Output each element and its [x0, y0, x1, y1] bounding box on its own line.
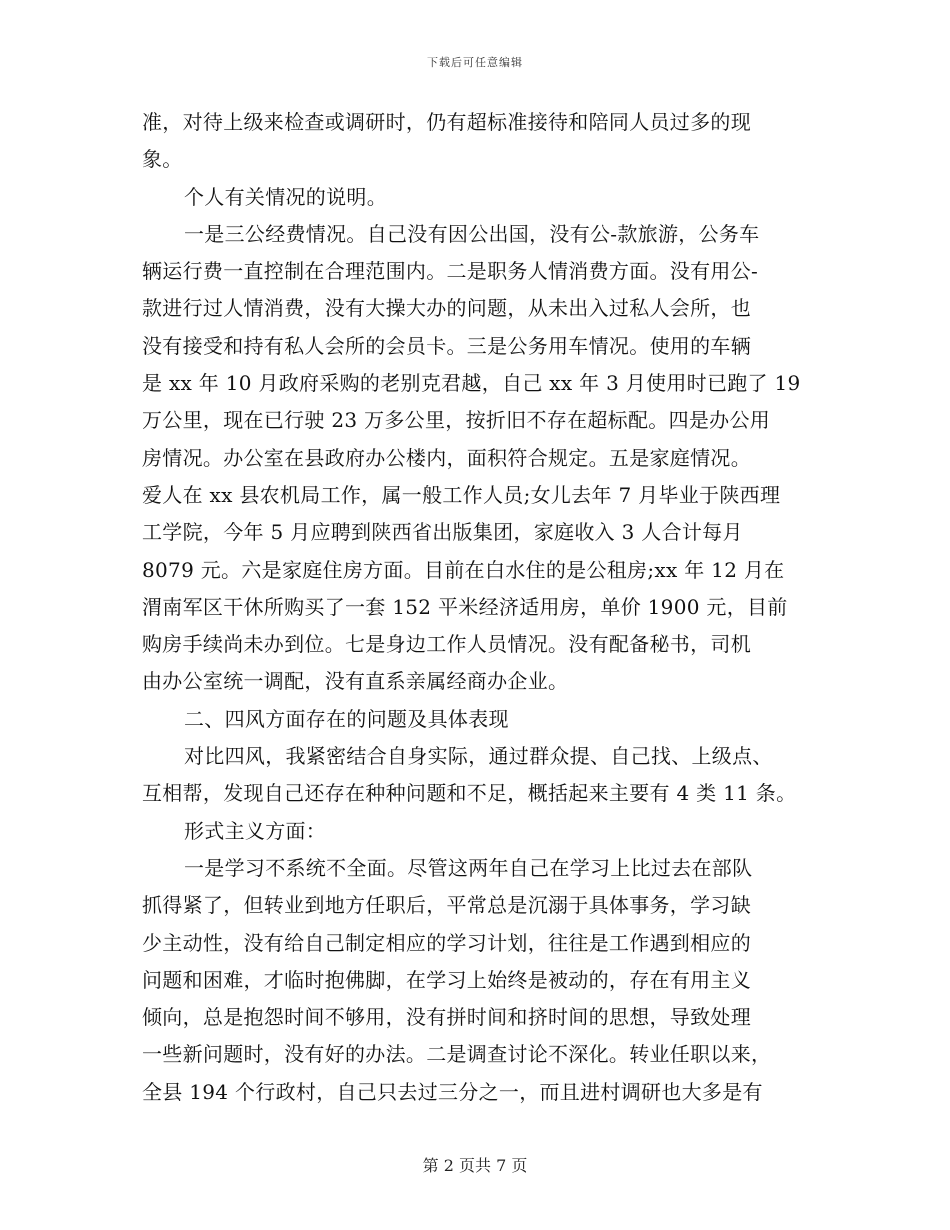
text-line: 少主动性，没有给自己制定相应的学习计划，往往是工作遇到相应的	[142, 930, 751, 955]
text-line: 一是学习不系统不全面。尽管这两年自己在学习上比过去在部队	[184, 855, 753, 880]
text-line: 问题和困难，才临时抱佛脚，在学习上始终是被动的，存在有用主义	[142, 967, 751, 992]
text-line: 个人有关情况的说明。	[184, 184, 387, 209]
text-line: 万公里，现在已行驶 23 万多公里，按折旧不存在超标配。四是办公用	[142, 408, 771, 433]
text-line: 没有接受和持有私人会所的会员卡。三是公务用车情况。使用的车辆	[142, 333, 751, 358]
page-header: 下载后可任意编辑	[427, 56, 523, 69]
page-footer: 第 2 页共 7 页	[422, 1156, 528, 1175]
text-line: 辆运行费一直控制在合理范围内。二是职务人情消费方面。没有用公-	[142, 259, 759, 284]
text-line: 8079 元。六是家庭住房方面。目前在白水住的是公租房;xx 年 12 月在	[142, 557, 785, 582]
text-line: 象。	[142, 147, 183, 172]
text-line: 互相帮，发现自己还存在种种问题和不足，概括起来主要有 4 类 11 条。	[142, 781, 797, 806]
text-line: 二、四风方面存在的问题及具体表现	[184, 706, 509, 731]
text-line: 抓得紧了，但转业到地方任职后，平常总是沉溺于具体事务，学习缺	[142, 893, 751, 918]
text-line: 爱人在 xx 县农机局工作，属一般工作人员;女儿去年 7 月毕业于陕西理	[142, 482, 781, 507]
text-line: 一些新问题时，没有好的办法。二是调查讨论不深化。转业任职以来，	[142, 1042, 772, 1067]
text-line: 全县 194 个行政村，自己只去过三分之一，而且进村调研也大多是有	[142, 1079, 763, 1104]
text-line: 是 xx 年 10 月政府采购的老别克君越，自己 xx 年 3 月使用时已跑了 19	[142, 371, 801, 396]
text-line: 形式主义方面：	[184, 818, 327, 843]
text-line: 倾向，总是抱怨时间不够用，没有拼时间和挤时间的思想，导致处理	[142, 1005, 751, 1030]
text-line: 房情况。办公室在县政府办公楼内，面积符合规定。五是家庭情况。	[142, 445, 751, 470]
text-line: 一是三公经费情况。自己没有因公出国，没有公-款旅游，公务车	[184, 221, 760, 246]
text-line: 工学院，今年 5 月应聘到陕西省出版集团，家庭收入 3 人合计每月	[142, 520, 743, 545]
document-body	[142, 104, 810, 1111]
text-line: 由办公室统一调配，没有直系亲属经商办企业。	[142, 669, 569, 694]
text-line: 准，对待上级来检查或调研时，仍有超标准接待和陪同人员过多的现	[142, 110, 751, 134]
text-line: 购房手续尚未办到位。七是身边工作人员情况。没有配备秘书，司机	[142, 632, 751, 657]
text-line: 对比四风，我紧密结合自身实际，通过群众提、自己找、上级点、	[184, 744, 773, 769]
text-line: 款进行过人情消费，没有大操大办的问题，从未出入过私人会所，也	[142, 296, 751, 321]
text-line: 渭南军区干休所购买了一套 152 平米经济适用房，单价 1900 元，目前	[142, 594, 788, 619]
